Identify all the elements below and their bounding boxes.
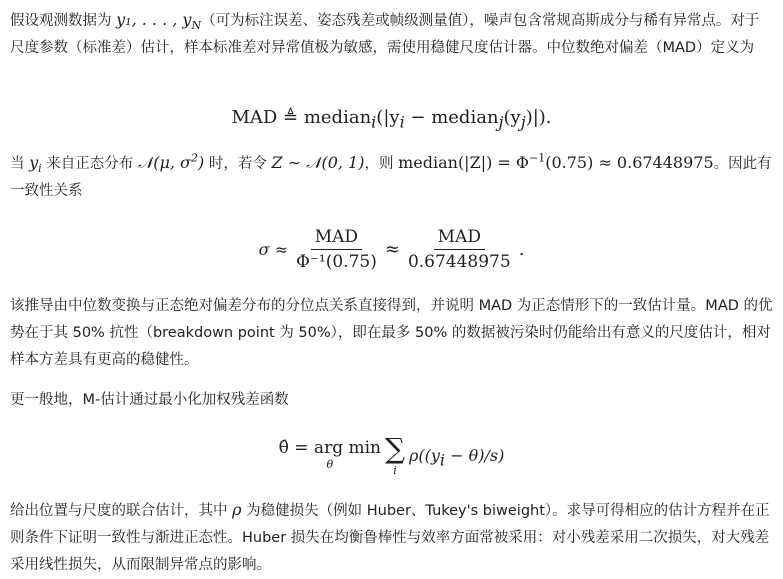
equation-mad-definition: MAD ≜ $median_i(|y_i$ − $median_j(y_j)|$). [231,107,552,132]
equation-consistency: σ ≈ $\frac{\text{MAD}}{\text{Φ⁻¹(0.75)}}$ ≈ $\frac{\text{MAD}}{0.67448975}$ . [258,226,525,272]
paragraph-normal-case: 当 $y_i$ 来自正态分布 𝒩(μ, $\sigma^2$) 时，若令 Z ∼ 𝒩(0, 1)，则 median(|Z|) = $\Phi^{-1}(0.75) \approx 0.67448975$。因此有一致性关系 [10,151,772,199]
fraction-2: $\frac{\text{MAD}}{0.67448975}$ [407,226,511,272]
text: 假设观测数据为 [10,13,117,29]
fraction-1: $\frac{\text{MAD}}{\text{Φ⁻¹(0.75)}}$ [296,226,377,272]
math-y-sequence: y₁, . . . , $y_N$ [116,10,202,33]
paragraph-robust-loss: 给出位置与尺度的联合估计，其中 ρ 为稳健损失（例如 Huber、Tukey's biweight）。求导可得相应的估计方程并在正则条件下证明一致性与渐进正态性。Huber 损失在均衡鲁棒性与效率方面常被采用：对小残差采用二次损失，对大残差采用线性损失，从而限制异常点的影响。 [10,500,770,573]
paragraph-m-estimation: 更一般地，M-估计通过最小化加权残差函数 [10,392,289,408]
paragraph-mad-properties: 该推导由中位数变换与正态绝对偏差分布的分位点关系直接得到，并说明 MAD 为正态情形下的一致估计量。MAD 的优势在于其 50% 抗性（breakdown point 为 50%），即在最多 50% 的数据被污染时仍能给出有意义的尺度估计，相对样本方差具有更高的稳健性。 [10,298,773,368]
text: （可为标注误差、姿态残差或帧级测量值），噪声包含常规高斯成分与稀有异常点。对于尺度参数（标准差）估计，样本标准差对异常值极为敏感，需使用稳健尺度估计器。中位数绝对偏差（MAD）定义为 [10,13,760,56]
equation-m-estimator: θ̂ = arg min θ ∑ i $\rho((y_i - \theta)/s)$ [278,431,505,477]
paragraph-intro [10,6,773,87]
